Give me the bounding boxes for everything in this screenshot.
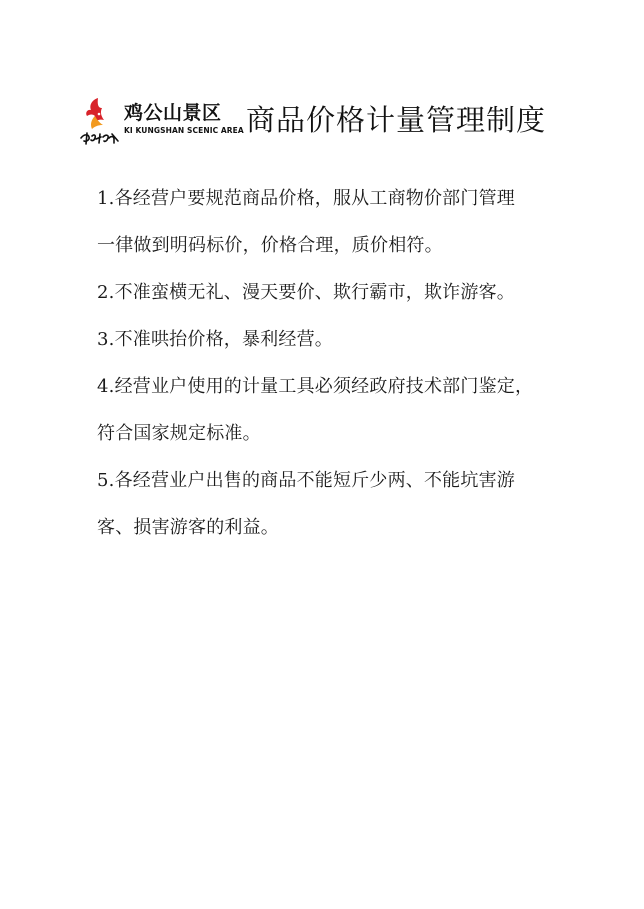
rule-line: 2.不准蛮横无礼、漫天要价、欺行霸市，欺诈游客。 (97, 282, 515, 303)
rule-line: 一律做到明码标价，价格合理，质价相符。 (97, 235, 443, 256)
rule-item (97, 457, 567, 551)
rule-line: 5.各经营业户出售的商品不能短斤少两、不能坑害游 (97, 470, 515, 491)
rule-line: 4.经营业户使用的计量工具必须经政府技术部门鉴定， (97, 376, 534, 397)
rule-line: 3.不准哄抬价格，暴利经营。 (97, 329, 333, 350)
rules-list (97, 175, 567, 551)
rooster-logo-icon (78, 94, 122, 146)
rule-item (97, 363, 567, 457)
document-header (78, 92, 598, 148)
rule-line: 客、损害游客的利益。 (97, 517, 279, 538)
rule-item (97, 269, 567, 316)
rule-item (97, 175, 567, 269)
document-title: 商品价格计量管理制度 (246, 103, 547, 137)
rule-item (97, 316, 567, 363)
logo-name-en: KI KUNGSHAN SCENIC AREA (124, 126, 244, 135)
logo-name-cn: 鸡公山景区 (124, 102, 222, 124)
rule-line: 符合国家规定标准。 (97, 423, 261, 444)
rule-line: 1.各经营户要规范商品价格，服从工商物价部门管理 (97, 188, 515, 209)
